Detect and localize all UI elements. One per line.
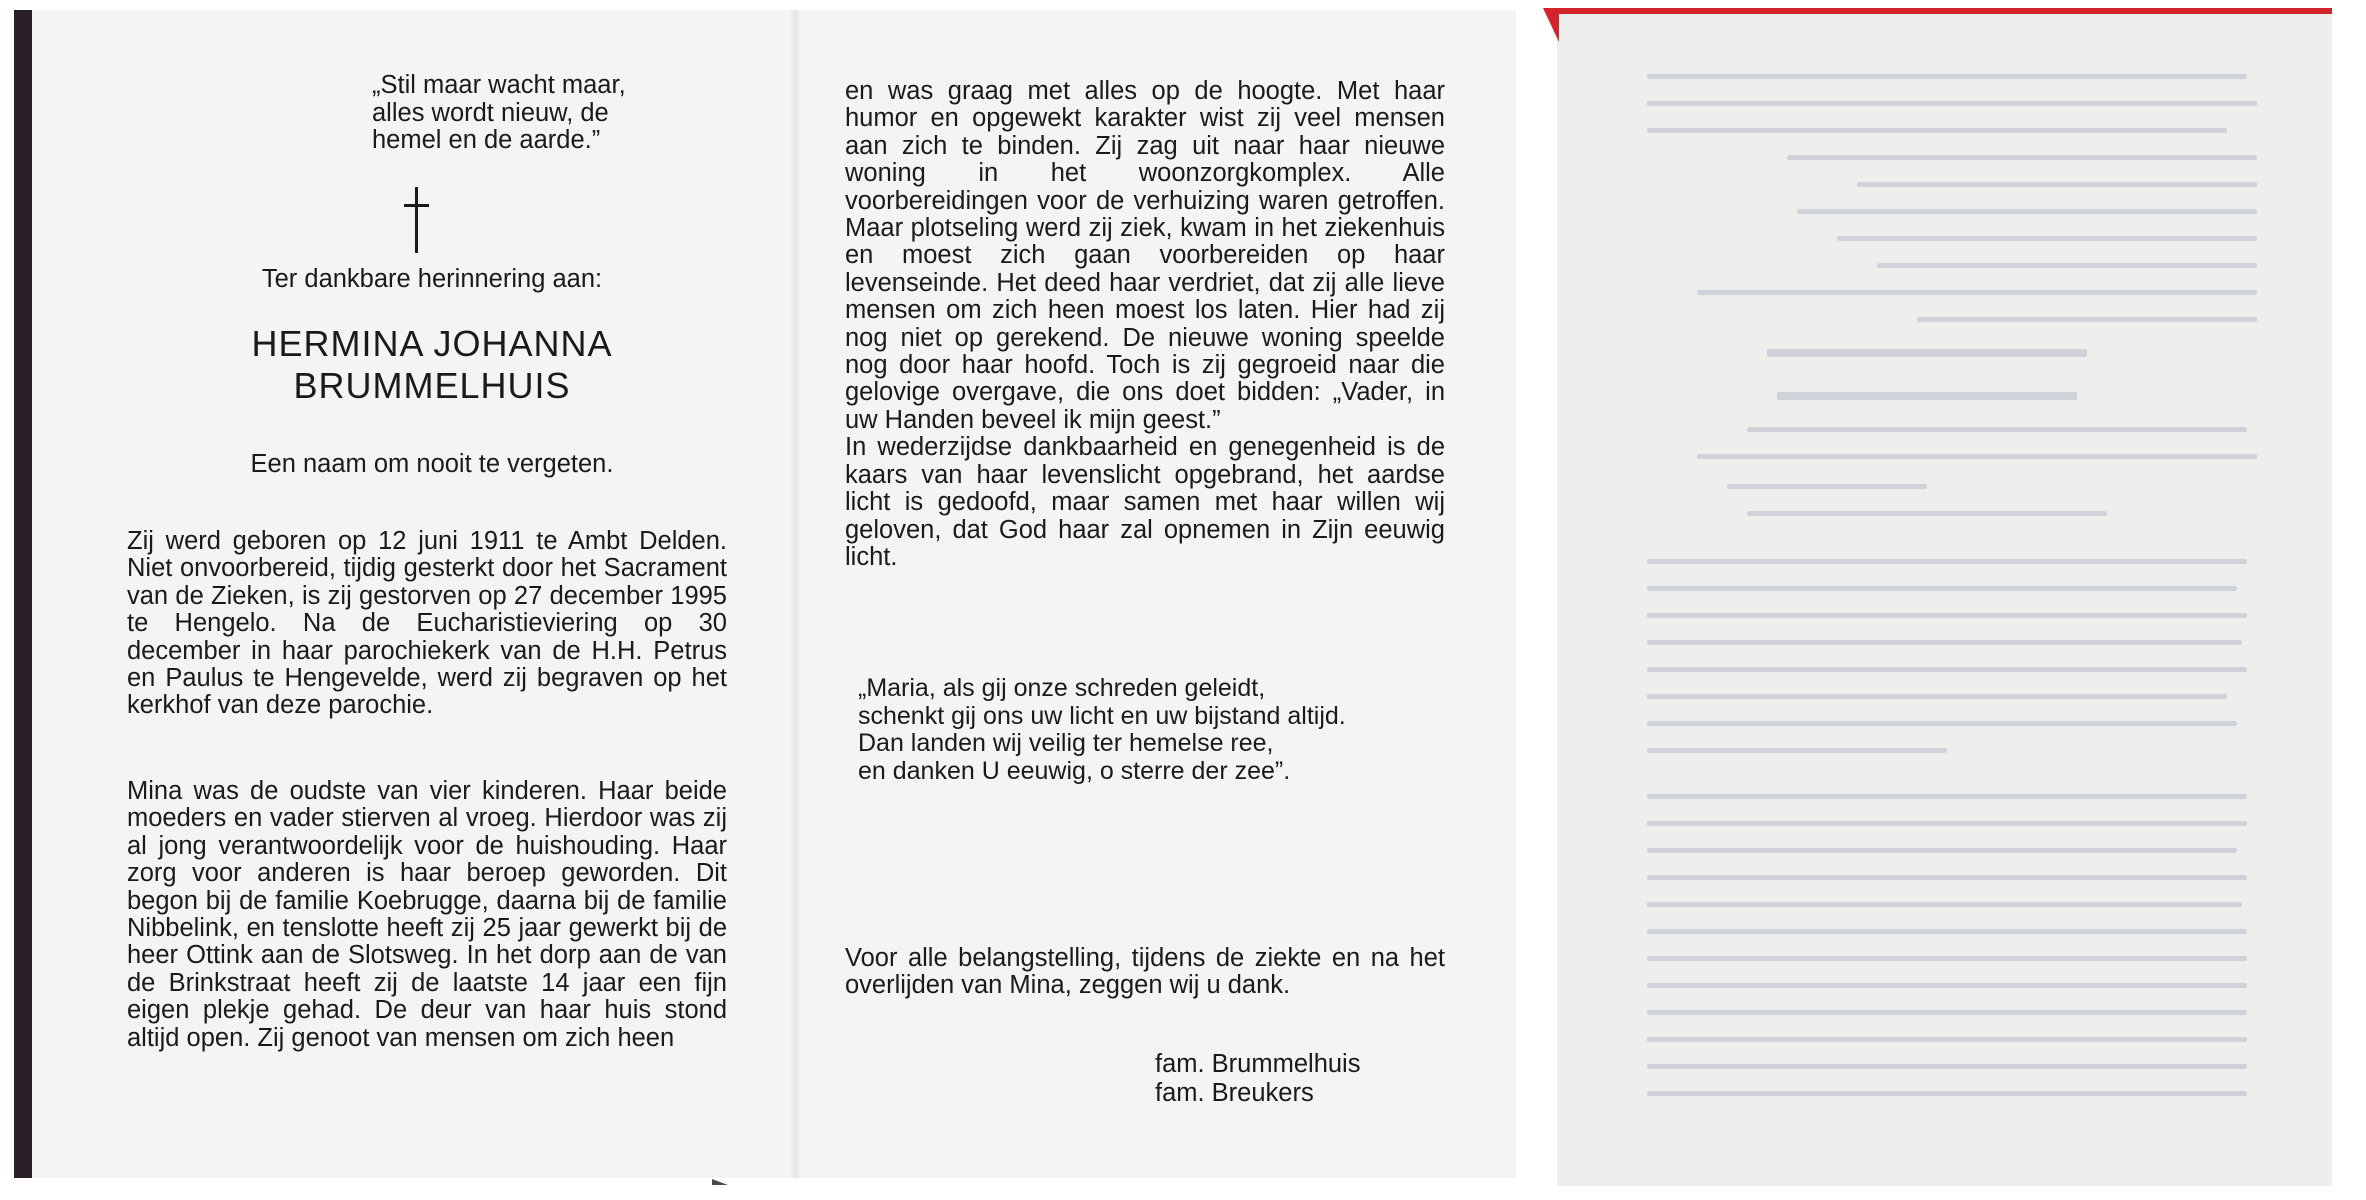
left-page xyxy=(32,10,772,1178)
biography-continued xyxy=(845,78,1445,571)
prayer-line: schenkt gij ons uw licht en uw bijstand altijd. xyxy=(858,701,1346,730)
page-mark xyxy=(712,1179,728,1185)
right-page xyxy=(800,10,1534,1178)
biography-paragraph-1 xyxy=(127,528,727,720)
biography-text: Mina was de oudste van vier kinderen. Haar beide moeders en vader stierven al vroeg. Hierdoor was zij al jong verantwoordelijk voor de huishouding. Haar zorg voor anderen is haar beroep geworden. Dit begon bij de familie Koebrugge, daarna bij de familie Nibbelink, en tenslotte heeft zij 25 jaar gewerkt bij de heer Ottink aan de Slotsweg. In het dorp aan de van de Brinkstraat heeft zij de laatste 14 jaar een fijn eigen plekje gehad. De deur van haar huis stond altijd open. Zij genoot van mensen om zich heen xyxy=(127,777,727,1052)
intro-text: Ter dankbare herinnering aan: xyxy=(261,265,603,293)
biography-text: en was graag met alles op de hoogte. Met haar humor en opgewekt karakter wist zij veel mensen aan zich te binden. Zij zag uit naar haar nieuwe woning in het woonzorgkomplex. Alle voorbereidingen voor de verhuizing waren getroffen. Maar plotseling werd zij ziek, kwam in het ziekenhuis en moest zich gaan voorbereiden op haar levenseinde. Het deed haar verdriet, dat zij alle lieve mensen om zich heen moest los laten. Hier had zij nog niet op gerekend. De nieuwe woning speelde nog door haar hoofd. Toch is zij gegroeid naar die gelovige overgave, die ons doet bidden: „Vader, in uw Handen beveel ik mijn geest.” xyxy=(845,77,1445,434)
memorial-card-back xyxy=(1557,8,2332,1186)
signature-line: fam. Breukers xyxy=(1155,1079,1314,1107)
signature-line: fam. Brummelhuis xyxy=(1155,1050,1361,1078)
prayer-line: „Maria, als gij onze schreden geleidt, xyxy=(858,674,1266,702)
prayer-line: Dan landen wij veilig ter hemelse ree, xyxy=(858,729,1274,757)
cross-icon xyxy=(397,187,437,253)
prayer-verse xyxy=(858,675,1478,785)
thanks-text: Voor alle belangstelling, tijdens de ziekte en na het overlijden van Mina, zeggen wij u dank. xyxy=(845,944,1445,1000)
quote-line: alles wordt nieuw, de xyxy=(372,98,609,127)
family-signature xyxy=(1155,1050,1455,1108)
memorial-card-front xyxy=(14,10,1516,1178)
show-through-text xyxy=(1647,74,2267,1154)
thanks-paragraph xyxy=(845,945,1445,1000)
opening-quote xyxy=(372,72,752,155)
prayer-line: en danken U eeuwig, o sterre der zee”. xyxy=(858,756,1291,785)
quote-line: „Stil maar wacht maar, xyxy=(372,71,626,99)
deceased-surname: BRUMMELHUIS xyxy=(293,365,571,406)
biography-text: Zij werd geboren op 12 juni 1911 te Ambt Delden. Niet onvoorbereid, tijdig gesterkt door het Sacrament van de Zieken, is zij gestorven op 27 december 1995 te Hengelo. Na de Eucharistieviering op 30 december in haar parochiekerk van de H.H. Petrus en Paulus te Hengevelde, werd zij begraven op het kerkhof van deze parochie. xyxy=(127,527,727,720)
card-fold xyxy=(790,10,800,1178)
red-edge xyxy=(1543,8,1559,42)
quote-line: hemel en de aarde.” xyxy=(372,126,601,154)
deceased-first-names: HERMINA JOHANNA xyxy=(251,323,613,364)
tagline: Een naam om nooit te vergeten. xyxy=(250,450,614,478)
biography-text: In wederzijdse dankbaarheid en genegenheid is de kaars van haar levenslicht opgebrand, het aardse licht is gedoofd, maar samen met haar willen wij geloven, dat God haar zal opnemen in Zijn eeuwig licht. xyxy=(845,433,1445,571)
biography-paragraph-2 xyxy=(127,778,727,1052)
